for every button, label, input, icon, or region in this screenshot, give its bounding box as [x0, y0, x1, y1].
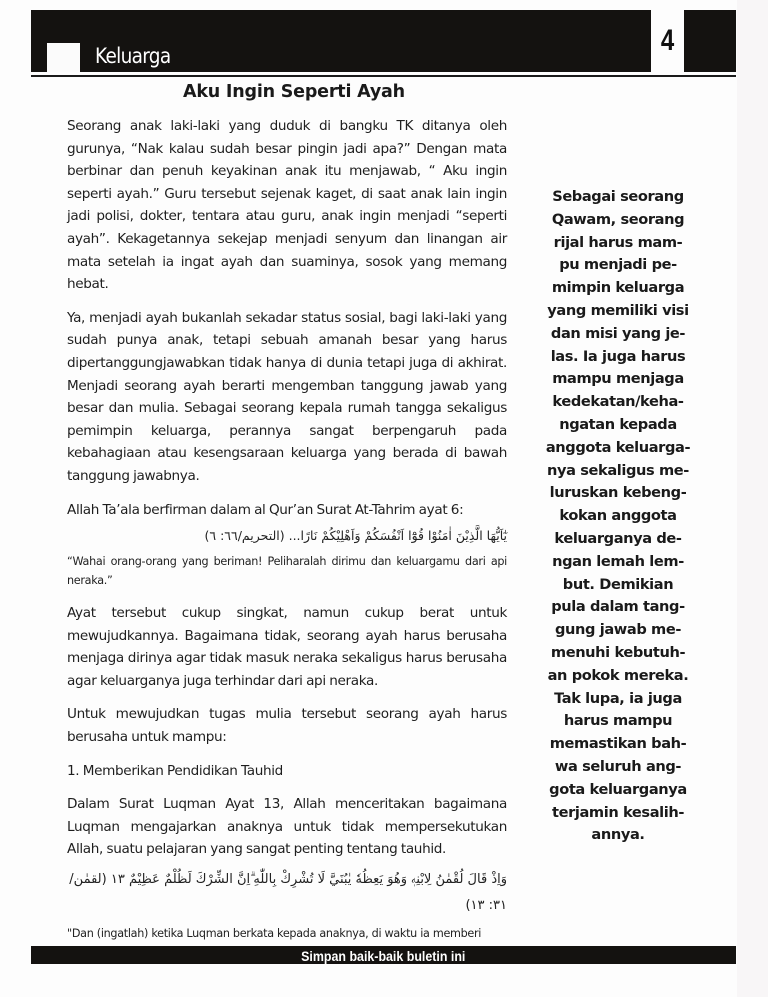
quote-line: menuhi kebutuh- — [550, 643, 686, 661]
quote-line: ngatan kepada — [559, 415, 677, 433]
quote-line: kedekatan/keha- — [552, 393, 684, 411]
verse-arabic-tahrim: يٰٓاَيُّهَا الَّذِيْنَ اٰمَنُوْا قُوْٓا اَنْفُسَكُمْ وَاَهْلِيْكُمْ نَارًا... (التحريم/٦٦: ٦) — [204, 528, 507, 544]
paragraph-verse-commentary: Ayat tersebut cukup singkat, namun cukup berat untuk mewujudkannya. Bagaimana tidak, seorang ayah harus berusaha menjaga dirinya agar tidak masuk neraka sekaligus harus berusaha agar keluarganya juga terhindar dari api neraka. — [67, 605, 507, 689]
quote-line: pula dalam tang- — [551, 598, 685, 616]
quote-line: harus mampu — [563, 712, 673, 730]
verse-arabic-luqman: وَاِذْ قَالَ لُقْمٰنُ لِابْنِهٖ وَهُوَ يَعِظُهٗ يٰبُنَيَّ لَا تُشْرِكْ بِاللّٰهِ ۗاِنَّ الشِّرْكَ لَظُلْمٌ عَظِيْمٌ ١٣ (لقمٰن/٣١: ١٣) — [69, 872, 507, 914]
paragraph-tasks-intro: Untuk mewujudkan tugas mulia tersebut seorang ayah harus berusaha untuk mampu: — [67, 706, 507, 746]
article-body — [67, 115, 507, 956]
list-heading-tauhid: 1. Memberikan Pendidikan Tauhid — [67, 762, 283, 779]
verse-translation-luqman: "Dan (ingatlah) ketika Luqman berkata kepada anaknya, di waktu ia memberi — [67, 927, 482, 941]
quote-line: ngan lemah lem- — [552, 552, 684, 570]
paragraph-intro: Seorang anak laki-laki yang duduk di bangku TK ditanya oleh gurunya, “Nak kalau sudah besar pingin jadi apa?” Dengan mata berbinar dan penuh keyakinan anak itu menjawab, “ Aku ingin seperti ayah.” Guru tersebut sejenak kaget, di saat anak lain ingin jadi polisi, dokter, tentara atau guru, anak ingin menjadi “seperti ayah”. Kekagetannya sekejap menjadi senyum dan linangan air mata setelah ia ingat ayah dan suaminya, sosok yang memang hebat. — [67, 118, 507, 293]
quote-line: wa seluruh ang- — [554, 757, 682, 775]
quote-line: an pokok mereka. — [547, 666, 689, 684]
quote-line: mimpin keluarga — [551, 279, 685, 297]
article-title: Aku Ingin Seperti Ayah — [183, 82, 405, 102]
verse-translation-tahrim: “Wahai orang-orang yang beriman! Peliharalah dirimu dan keluargamu dari api neraka.” — [67, 555, 507, 587]
page-edge-strip — [737, 0, 768, 997]
quote-line: keluarganya de- — [554, 529, 682, 547]
quote-line: pu menjadi pe- — [559, 256, 677, 274]
quote-line: but. Demikian — [562, 575, 674, 593]
header-right-block — [684, 10, 736, 72]
paragraph-verse-intro: Allah Ta’ala berfirman dalam al Qur’an Surat At-Tahrim ayat 6: — [67, 501, 464, 518]
quote-line: terjamin kesalih- — [552, 803, 684, 821]
quote-line: memastikan bah- — [549, 735, 687, 753]
header-bar — [31, 10, 651, 72]
quote-line: dan misi yang je- — [550, 324, 686, 342]
quote-line: las. Ia juga harus — [550, 347, 686, 365]
header-divider — [31, 75, 736, 77]
quote-line: kokan anggota — [559, 507, 677, 525]
footer-bar — [31, 946, 736, 964]
section-label: Keluarga — [95, 44, 171, 68]
footer-text: Simpan baik-baik buletin ini — [301, 949, 466, 964]
quote-line: anggota keluarga- — [545, 438, 691, 456]
quote-line: nya sekaligus me- — [547, 461, 689, 479]
paragraph-luqman: Dalam Surat Luqman Ayat 13, Allah menceritakan bagaimana Luqman mengajarkan anaknya untuk tidak mempersekutukan Allah, suatu pelajaran yang sangat penting tentang tauhid. — [67, 796, 507, 858]
quote-line: rijal harus mam- — [553, 233, 683, 251]
quote-line: Sebagai seorang — [552, 188, 684, 205]
sidebar-pull-quote — [533, 186, 703, 847]
quote-line: gung jawab me- — [554, 621, 682, 639]
quote-line: annya. — [591, 826, 645, 844]
header-square-decoration — [47, 43, 80, 72]
quote-line: Qawam, seorang — [551, 210, 685, 228]
paragraph-responsibility: Ya, menjadi ayah bukanlah sekadar status sosial, bagi laki-laki yang sudah punya anak, tetapi sebuah amanah besar yang harus dipertanggungjawabkan tidak hanya di dunia tetapi juga di akhirat. Menjadi seorang ayah berarti mengemban tanggung jawab yang besar dan mulia. Sebagai seorang kepala rumah tangga sekaligus pemimpin keluarga, perannya sangat berpengaruh pada kebahagiaan atau kesengsaraan keluarga yang berada di bawah tanggung jawabnya. — [67, 309, 507, 484]
quote-line: mampu menjaga — [552, 370, 684, 388]
quote-line: gota keluarganya — [549, 780, 687, 798]
page-number: 4 — [660, 24, 675, 57]
quote-line: yang memiliki visi — [547, 301, 689, 319]
quote-line: luruskan kebeng- — [549, 484, 687, 502]
quote-line: Tak lupa, ia juga — [554, 689, 682, 707]
